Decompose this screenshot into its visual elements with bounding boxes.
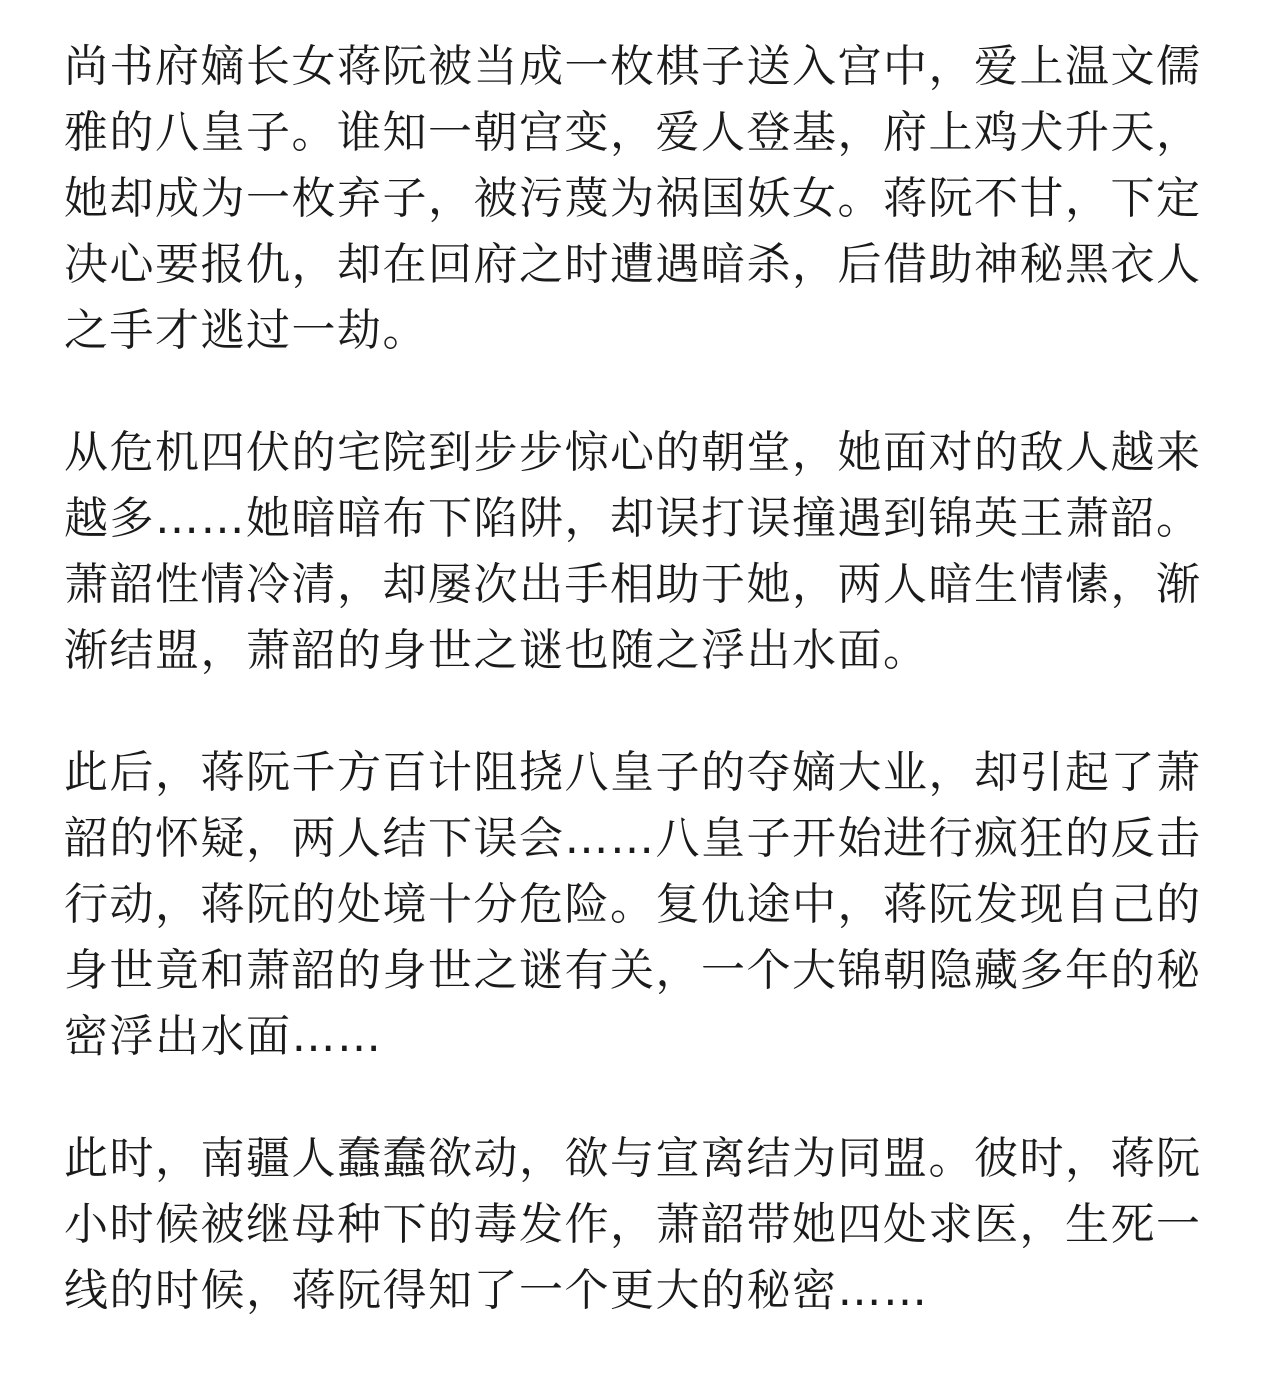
paragraph-1: 尚书府嫡长女蒋阮被当成一枚棋子送入宫中，爱上温文儒雅的八皇子。谁知一朝宫变，爱人登基，府上鸡犬升天，她却成为一枚弃子，被污蔑为祸国妖女。蒋阮不甘，下定决心要报仇，却在回府之时遭遇暗杀，后借助神秘黑衣人之手才逃过一劫。 — [64, 41, 1202, 356]
paragraph-2: 从危机四伏的宅院到步步惊心的朝堂，她面对的敌人越来越多……她暗暗布下陷阱，却误打误撞遇到锦英王萧韶。萧韶性情冷清，却屡次出手相助于她，两人暗生情愫，渐渐结盟，萧韶的身世之谜也随之浮出水面。 — [64, 427, 1202, 676]
paragraph-4: 此时，南疆人蠢蠢欲动，欲与宣离结为同盟。彼时，蒋阮小时候被继母种下的毒发作，萧韶带她四处求医，生死一线的时候，蒋阮得知了一个更大的秘密…… — [64, 1133, 1202, 1316]
paragraph-3: 此后，蒋阮千方百计阻挠八皇子的夺嫡大业，却引起了萧韶的怀疑，两人结下误会……八皇子开始进行疯狂的反击行动，蒋阮的处境十分危险。复仇途中，蒋阮发现自己的身世竟和萧韶的身世之谜有关，一个大锦朝隐藏多年的秘密浮出水面…… — [64, 747, 1202, 1062]
article-body — [64, 34, 1224, 1324]
